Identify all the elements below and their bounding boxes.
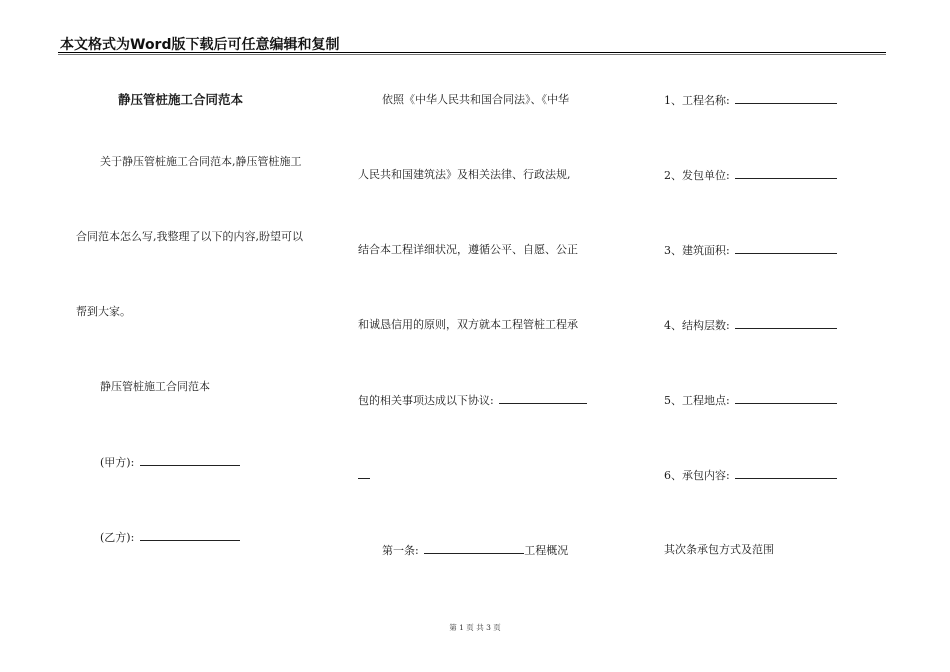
basis-line-5-row [358, 393, 587, 408]
item-location [664, 393, 837, 408]
basis-line-3: 结合本工程详细状况，遵循公平、自愿、公正 [358, 243, 578, 256]
header-text: 本文格式为Word版下载后可任意编辑和复制 [60, 37, 340, 53]
item-label: 1、工程名称: [664, 94, 730, 107]
item-blank [735, 468, 837, 479]
header-rule-thin [58, 54, 886, 55]
item-label: 6、承包内容: [664, 469, 730, 482]
item-storeys [664, 318, 837, 333]
document-title: 静压管桩施工合同范本 [118, 92, 244, 107]
header-rule [58, 52, 886, 53]
item-blank [735, 243, 837, 254]
party-b-row [100, 530, 240, 545]
article-1-blank [424, 543, 524, 554]
subtitle: 静压管桩施工合同范本 [100, 380, 210, 393]
basis-line-1: 依照《中华人民共和国合同法》、《中华 [382, 93, 569, 106]
item-floor-area [664, 243, 837, 258]
article-1-row [382, 543, 568, 558]
item-blank [735, 93, 837, 104]
item-label: 2、发包单位: [664, 169, 730, 182]
party-b-label: (乙方): [100, 531, 135, 544]
page-number: 第 1 页 共 3 页 [449, 623, 501, 632]
agreement-blank-continued [358, 468, 370, 483]
item-blank [735, 318, 837, 329]
intro-line-1: 关于静压管桩施工合同范本,静压管桩施工 [100, 155, 302, 168]
basis-line-2: 人民共和国建筑法》及相关法律、行政法规, [358, 168, 571, 181]
party-a-row [100, 455, 240, 470]
item-label: 3、建筑面积: [664, 244, 730, 257]
item-employer [664, 168, 837, 183]
item-project-name [664, 93, 837, 108]
article-1-suffix: 工程概况 [524, 544, 569, 557]
intro-line-2: 合同范本怎么写,我整理了以下的内容,盼望可以 [76, 230, 303, 243]
basis-line-4: 和诚恳信用的原则，双方就本工程管桩工程承 [358, 318, 578, 331]
item-blank [735, 393, 837, 404]
party-a-blank [140, 455, 240, 466]
agreement-blank-tail [358, 468, 370, 479]
party-a-label: (甲方): [100, 456, 135, 469]
item-label: 5、工程地点: [664, 394, 730, 407]
item-blank [735, 168, 837, 179]
basis-line-5: 包的相关事项达成以下协议: [358, 394, 494, 407]
article-1-prefix: 第一条: [382, 544, 419, 557]
item-label: 4、结构层数: [664, 319, 730, 332]
item-scope [664, 468, 837, 483]
agreement-blank [499, 393, 587, 404]
article-2-heading: 其次条承包方式及范围 [664, 543, 774, 556]
intro-line-3: 帮到大家。 [76, 305, 131, 318]
party-b-blank [140, 530, 240, 541]
